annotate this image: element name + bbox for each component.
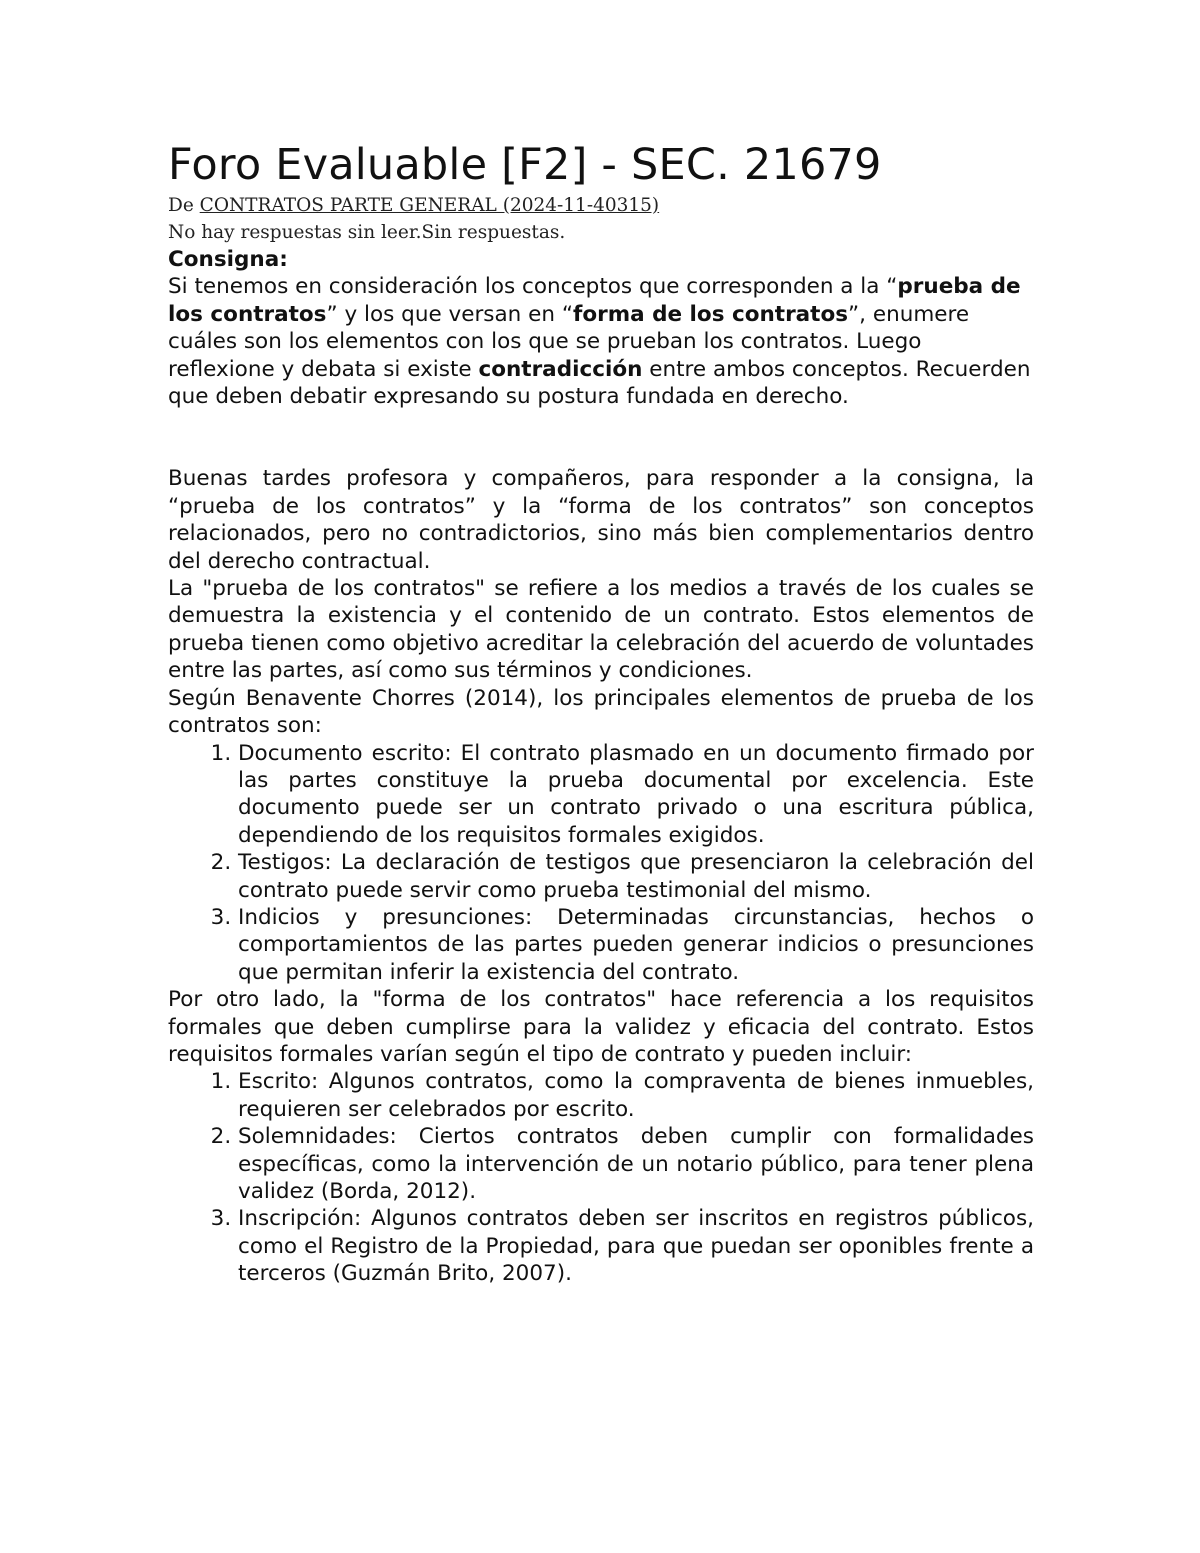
proof-elements-list (168, 740, 1034, 987)
spacer (168, 410, 1034, 465)
prompt-bold-prueba: prueba de los contratos (168, 274, 1021, 327)
prompt-text-part: entre ambos conceptos. Recuerden que deben debatir expresando su postura fundada en derecho. (168, 356, 1031, 410)
from-prefix: De (168, 195, 194, 216)
response-paragraph-2: La "prueba de los contratos" se refiere a los medios a través de los cuales se demuestra la existencia y el contenido de un contrato. Estos elementos de prueba tienen como objetivo acreditar la celebración del acuerdo de voluntades entre las partes, así como sus términos y condiciones. (168, 576, 1034, 684)
forum-meta (168, 192, 1034, 246)
list-item: 2. Solemnidades: Ciertos contratos deben cumplir con formalidades específicas, como la intervención de un notario público, para tener plena validez (Borda, 2012). (238, 1123, 1034, 1205)
course-link[interactable]: CONTRATOS PARTE GENERAL (2024-11-40315) (199, 195, 660, 216)
prompt-text (168, 273, 1034, 410)
prompt-text-part: Si tenemos en consideración los conceptos que corresponden a la “ (168, 274, 898, 300)
list-item: 1. Escrito: Algunos contratos, como la compraventa de bienes inmuebles, requieren ser celebrados por escrito. (238, 1068, 1034, 1123)
prompt-bold-contradiccion: contradicción (478, 356, 643, 382)
prompt-bold-forma: forma de los contratos (572, 301, 849, 327)
response-paragraph-3: Según Benavente Chorres (2014), los principales elementos de prueba de los contratos son: (168, 685, 1034, 739)
response-section (168, 465, 1034, 1287)
list-item: 2. Testigos: La declaración de testigos que presenciaron la celebración del contrato puede servir como prueba testimonial del mismo. (238, 849, 1034, 904)
prompt-text-part: ”, enumere cuáles son los elementos con los que se prueban los contratos. Luego reflexione y debata si existe (168, 301, 970, 382)
document-content (168, 138, 1034, 1288)
reply-status: No hay respuestas sin leer.Sin respuestas. (168, 222, 566, 243)
prompt-section (168, 246, 1034, 410)
list-item: 1. Documento escrito: El contrato plasmado en un documento firmado por las partes constituye la prueba documental por excelencia. Este documento puede ser un contrato privado o una escritura pública, dependiendo de los requisitos formales exigidos. (238, 740, 1034, 850)
list-item: 3. Indicios y presunciones: Determinadas circunstancias, hechos o comportamientos de las partes pueden generar indicios o presunciones que permitan inferir la existencia del contrato. (238, 904, 1034, 986)
course-line (168, 192, 1034, 219)
form-requirements-list (168, 1068, 1034, 1287)
prompt-label: Consigna: (168, 247, 288, 272)
prompt-text-part: ” y los que versan en “ (326, 301, 573, 327)
list-item: 3. Inscripción: Algunos contratos deben ser inscritos en registros públicos, como el Registro de la Propiedad, para que puedan ser oponibles frente a terceros (Guzmán Brito, 2007). (238, 1205, 1034, 1287)
response-paragraph-1: Buenas tardes profesora y compañeros, para responder a la consigna, la “prueba de los contratos” y la “forma de los contratos” son conceptos relacionados, pero no contradictorios, sino más bien complementarios dentro del derecho contractual. (168, 466, 1034, 574)
page-title: Foro Evaluable [F2] - SEC. 21679 (168, 140, 882, 190)
response-paragraph-4: Por otro lado, la "forma de los contratos" hace referencia a los requisitos formales que deben cumplirse para la validez y eficacia del contrato. Estos requisitos formales varían según el tipo de contrato y pueden incluir: (168, 987, 1034, 1067)
